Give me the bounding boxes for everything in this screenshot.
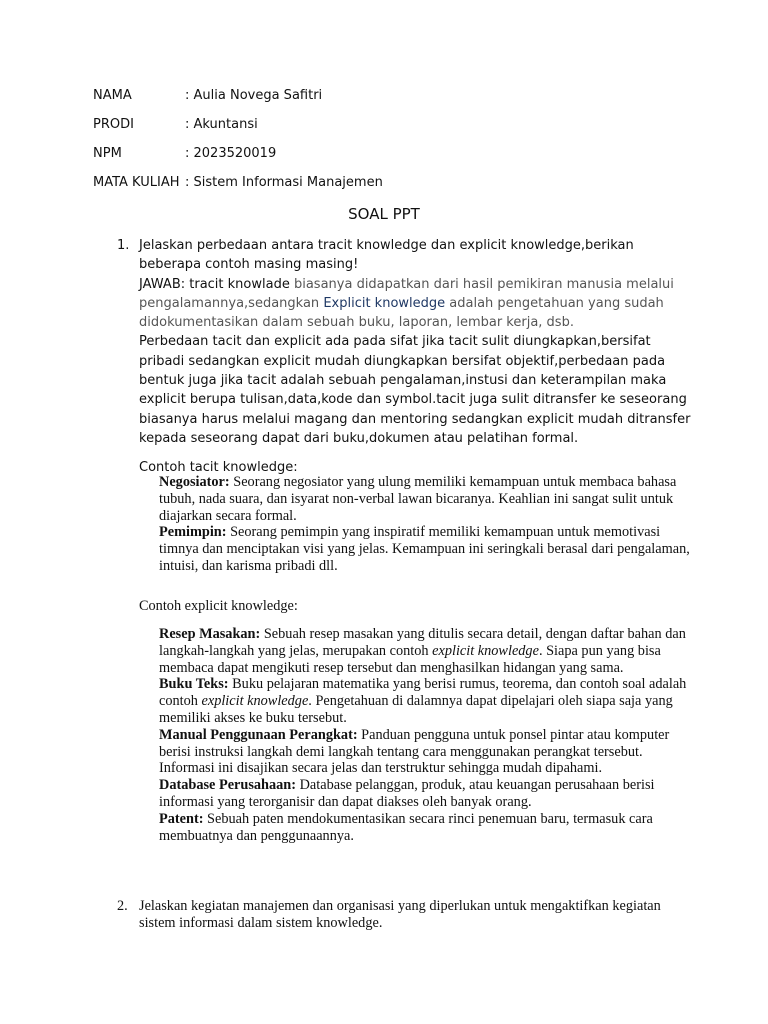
tacit-text: Seorang pemimpin yang inspiratif memiliki kemampuan untuk memotivasi timnya dan menciptakan visi yang jelas. Kemampuan ini seringkali berasal dari pengalaman, intuisi, dan karisma pribadi dll.	[159, 524, 690, 574]
explicit-text: Database pelanggan, produk, atau keuangan perusahaan berisi informasi yang terorganisir dan dapat diakses oleh banyak orang.	[159, 777, 655, 810]
explicit-list	[139, 626, 699, 844]
explicit-term: Patent:	[159, 810, 204, 827]
answer-term: Explicit knowledge	[323, 295, 446, 311]
explicit-term: Buku Teks:	[159, 676, 229, 693]
answer-end: adalah pengetahuan yang sudah didokumentasikan dalam sebuah buku, laporan, lembar kerja, dsb.	[139, 295, 664, 331]
explicit-term: Database Perusahaan:	[159, 777, 297, 794]
header-value: : 2023520019	[185, 146, 277, 161]
header-label: NPM	[93, 146, 122, 161]
explicit-em: explicit knowledge	[201, 693, 309, 710]
answer-paragraph: Perbedaan tacit dan explicit ada pada sifat jika tacit sulit diungkapkan,bersifat pribadi sedangkan explicit mudah diungkapkan bersifat objektif,perbedaan pada bentuk juga jika tacit adalah sebuah pengalaman,instusi dan keterampilan maka explicit berupa tulisan,data,kode dan symbol.tacit juga sulit ditransfer ke seseorang biasanya harus melalui magang dan mentoring sedangkan explicit mudah ditransfer kepada seseorang dapat dari buku,dokumen atau pelatihan formal.	[139, 334, 691, 446]
explicit-text: . Siapa pun yang bisa membaca dapat mengikuti resep tersebut dan menghasilkan hidangan yang sama.	[159, 642, 661, 676]
page-title: SOAL PPT	[348, 205, 420, 223]
answer-prefix: JAWAB: tracit knowlade	[139, 276, 294, 292]
header-label: PRODI	[93, 117, 134, 132]
header-label: MATA KULIAH	[93, 175, 180, 190]
tacit-term: Pemimpin:	[159, 524, 227, 541]
tacit-item	[139, 524, 699, 574]
explicit-text: Sebuah paten mendokumentasikan secara rinci penemuan baru, termasuk cara membuatnya dan penggunaannya.	[159, 810, 653, 844]
explicit-em: explicit knowledge	[432, 642, 539, 659]
explicit-term: Manual Penggunaan Perangkat:	[159, 726, 358, 743]
tacit-text: Seorang negosiator yang ulung memiliki kemampuan untuk membaca bahasa tubuh, nada suara, dan isyarat non-verbal lawan bicaranya. Keahlian ini sangat sulit untuk diajarkan secara formal.	[159, 474, 677, 524]
explicit-text: Buku pelajaran matematika yang berisi rumus, teorema, dan contoh soal adalah contoh	[159, 676, 687, 710]
explicit-item	[139, 626, 699, 676]
header-label: NAMA	[93, 88, 132, 103]
explicit-item	[139, 777, 699, 811]
explicit-text: Sebuah resep masakan yang ditulis secara detail, dengan daftar bahan dan langkah-langkah yang jelas, merupakan contoh	[159, 626, 686, 659]
tacit-heading: Contoh tacit knowledge:	[139, 460, 298, 475]
answer-1	[139, 275, 699, 333]
question-1-text: Jelaskan perbedaan antara tracit knowledge dan explicit knowledge,berikan beberapa contoh masing masing!	[139, 238, 634, 273]
explicit-heading: Contoh explicit knowledge:	[139, 598, 298, 614]
explicit-item	[139, 676, 699, 726]
tacit-item	[139, 474, 699, 524]
explicit-item	[139, 727, 699, 777]
explicit-text: . Pengetahuan di dalamnya dapat dipelajari oleh siapa saja yang memiliki akses ke buku tersebut.	[159, 693, 673, 726]
answer-mid: biasanya didapatkan dari hasil pemikiran manusia melalui pengalamannya,sedangkan	[139, 276, 674, 311]
question-2-number: 2.	[117, 898, 128, 914]
question-2-text: Jelaskan kegiatan manajemen dan organisasi yang diperlukan untuk mengaktifkan kegiatan sistem informasi dalam sistem knowledge.	[139, 898, 661, 931]
explicit-item	[139, 811, 699, 845]
explicit-term: Resep Masakan:	[159, 626, 261, 642]
explicit-text: Panduan pengguna untuk ponsel pintar atau komputer berisi instruksi langkah demi langkah tentang cara menggunakan perangkat tersebut. Informasi ini disajikan secara jelas dan terstruktur sehingga mudah dipahami.	[159, 726, 670, 777]
header-value: : Akuntansi	[185, 117, 258, 132]
tacit-term: Negosiator:	[159, 474, 230, 490]
header-value: : Aulia Novega Safitri	[185, 88, 323, 103]
question-1-block	[139, 236, 699, 448]
header-value: : Sistem Informasi Manajemen	[185, 175, 383, 190]
question-1-number: 1.	[117, 238, 130, 253]
tacit-list	[139, 474, 699, 575]
